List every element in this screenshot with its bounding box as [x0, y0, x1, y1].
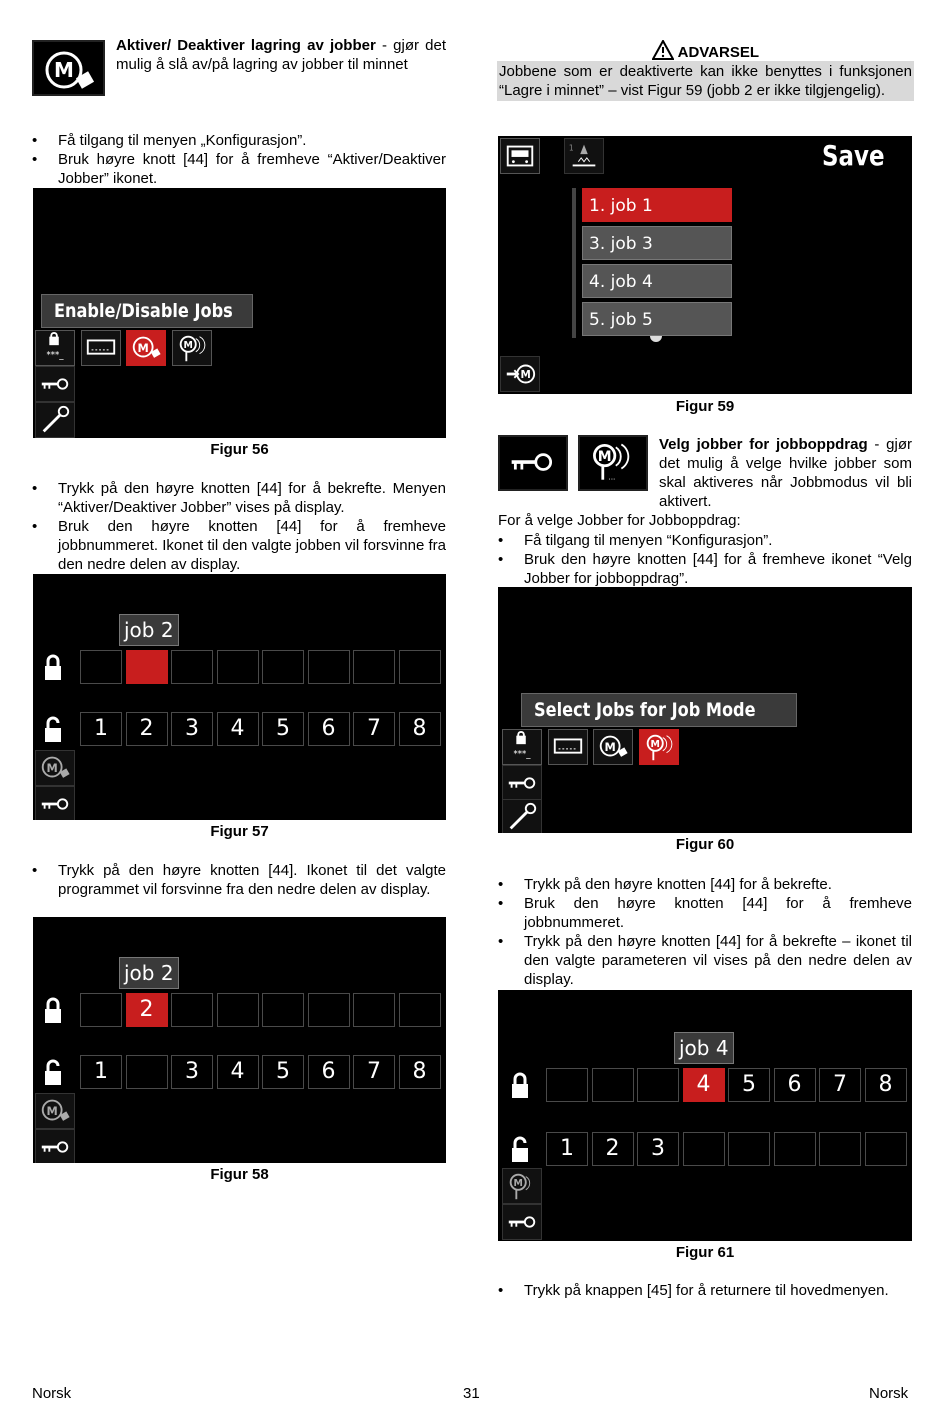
- figure-57-caption: Figur 57: [210, 823, 269, 840]
- enable-disable-jobs-icon: [126, 330, 166, 366]
- intro-paragraph: [116, 36, 446, 74]
- select-jobs-icon: [639, 729, 679, 765]
- job-number-cell[interactable]: 3: [171, 1055, 213, 1089]
- page-number: 31: [463, 1385, 480, 1402]
- list-scrollbar: [572, 188, 576, 338]
- job-number-cell[interactable]: 2: [126, 712, 168, 746]
- enable-disable-jobs-icon: [35, 1093, 75, 1129]
- job-number-cell[interactable]: [819, 1132, 861, 1166]
- job-number-cell[interactable]: 4: [217, 712, 259, 746]
- job-slot-cell[interactable]: [308, 993, 350, 1027]
- figure-61-caption: Figur 61: [675, 1244, 735, 1261]
- job-number-cell[interactable]: 8: [399, 712, 441, 746]
- display-icon: [81, 330, 121, 366]
- job-number-cell[interactable]: [865, 1132, 907, 1166]
- warning-text: Jobbene som er deaktiverte kan ikke benyttes i funksjonen “Lagre i minnet” – vist Figur 59 (jobb 2 er ikke tilgjengelig).: [499, 63, 912, 99]
- svg-text:M: M: [183, 340, 193, 351]
- job-number-cell[interactable]: 2: [592, 1132, 634, 1166]
- job-number-cell[interactable]: [546, 1068, 588, 1102]
- svg-text:M: M: [137, 340, 149, 355]
- svg-text:M: M: [650, 739, 660, 750]
- job-slot-cell[interactable]: [399, 993, 441, 1027]
- job-list-item[interactable]: 4. job 4: [582, 264, 732, 298]
- job-label: job 4: [674, 1032, 734, 1064]
- unlock-icon: [33, 712, 73, 748]
- bullet-list-2: [32, 479, 446, 574]
- figure-61-screen: [498, 990, 912, 1241]
- lock-icon: [500, 1068, 540, 1104]
- job-slot-cell[interactable]: [308, 650, 350, 684]
- list-item: • Trykk på den høyre knotten [44]. Ikonet til det valgte programmet vil forsvinne fra den nedre delen av display.: [32, 861, 446, 899]
- figure-56-caption: Figur 56: [210, 441, 269, 458]
- job-number-cell[interactable]: [592, 1068, 634, 1102]
- job-list-item[interactable]: 1. job 1: [582, 188, 732, 222]
- unlock-icon: [33, 1055, 73, 1091]
- job-number-cell[interactable]: 6: [774, 1068, 816, 1102]
- memory-lock-icon: [32, 40, 105, 96]
- list-item: • Trykk på den høyre knotten [44] for å bekrefte – ikonet til den valgte parameteren vil vises på den nedre delen av display.: [498, 932, 912, 989]
- svg-text:M: M: [46, 760, 58, 775]
- list-item: • Trykk på den høyre knotten [44] for å bekrefte.: [498, 875, 912, 894]
- lock-icon: [33, 993, 73, 1029]
- corner-number: 1: [568, 143, 574, 153]
- warning-title: ADVARSEL: [677, 44, 760, 61]
- select-jobs-icon: [172, 330, 212, 366]
- list-item: • Bruk høyre knott [44] for å fremheve “Aktiver/Deaktiver Jobber” ikonet.: [32, 150, 446, 188]
- password-icon: [502, 729, 542, 765]
- svg-text:***_: ***_: [46, 350, 64, 361]
- job-number-cell[interactable]: 1: [546, 1132, 588, 1166]
- svg-text:M: M: [604, 739, 616, 754]
- intro-title: Aktiver/ Deaktiver lagring av jobber: [116, 37, 376, 54]
- list-item: • Få tilgang til menyen „Konfigurasjon”.: [32, 131, 446, 150]
- select-jobs-icon: [502, 1168, 542, 1204]
- bullet-list-5: [498, 875, 912, 989]
- select-jobs-text: - gjør det mulig å velge hvilke jobber som skal aktiveres når Jobbmodus vil bli aktivert.: [659, 436, 912, 510]
- list-item: • Trykk på den høyre knotten [44] for å bekrefte. Menyen “Aktiver/Deaktiver Jobber” vises på display.: [32, 479, 446, 517]
- job-slot-cell[interactable]: [353, 650, 395, 684]
- job-number-cell[interactable]: 8: [865, 1068, 907, 1102]
- svg-text:M: M: [597, 449, 612, 466]
- menu-title: Enable/Disable Jobs: [41, 294, 253, 328]
- job-number-cell[interactable]: 3: [637, 1132, 679, 1166]
- key-icon: [35, 1129, 75, 1163]
- figure-58-screen: [33, 917, 446, 1163]
- job-number-cell[interactable]: 4: [683, 1068, 725, 1102]
- job-number-cell[interactable]: 6: [308, 1055, 350, 1089]
- svg-text:...: ...: [608, 472, 616, 482]
- select-jobs-title: Velg jobber for jobboppdrag: [659, 436, 868, 453]
- job-label: job 2: [119, 614, 179, 646]
- svg-text:***_: ***_: [513, 749, 531, 760]
- figure-57-screen: [33, 574, 446, 820]
- menu-title: Select Jobs for Job Mode: [521, 693, 797, 727]
- key-icon: [502, 765, 542, 801]
- figure-59-screen: [498, 136, 912, 394]
- job-number-cell[interactable]: 5: [728, 1068, 770, 1102]
- list-item: • Trykk på knappen [45] for å returnere til hovedmenyen.: [498, 1281, 912, 1300]
- job-slot-cell[interactable]: [353, 993, 395, 1027]
- enable-disable-jobs-icon: [35, 750, 75, 786]
- key-icon: [502, 1204, 542, 1240]
- bullet-list-4: [498, 531, 912, 588]
- job-number-cell[interactable]: 5: [262, 712, 304, 746]
- select-jobs-paragraph: [659, 435, 912, 511]
- job-list-item[interactable]: 3. job 3: [582, 226, 732, 260]
- job-number-cell[interactable]: [683, 1132, 725, 1166]
- job-number-cell[interactable]: 6: [308, 712, 350, 746]
- job-number-cell[interactable]: [126, 1055, 168, 1089]
- job-slot-cell[interactable]: [217, 993, 259, 1027]
- job-number-cell[interactable]: 1: [80, 1055, 122, 1089]
- list-item: • Få tilgang til menyen “Konfigurasjon”.: [498, 531, 912, 550]
- job-number-cell[interactable]: 8: [399, 1055, 441, 1089]
- wrench-icon: [35, 402, 75, 438]
- figure-60-caption: Figur 60: [675, 836, 735, 853]
- job-number-cell[interactable]: 7: [819, 1068, 861, 1102]
- key-icon: [498, 435, 568, 491]
- list-more-indicator: [650, 336, 662, 342]
- job-slot-cell[interactable]: [126, 650, 168, 684]
- memory-save-icon: [500, 356, 540, 392]
- job-slot-cell[interactable]: [80, 650, 122, 684]
- list-item: • Bruk den høyre knotten [44] for å fremheve ikonet “Velg Jobber for jobboppdrag”.: [498, 550, 912, 588]
- figure-60-screen: [498, 587, 912, 833]
- footer-language-right: Norsk: [869, 1385, 909, 1402]
- lock-icon: [33, 650, 73, 686]
- footer-language-left: Norsk: [32, 1385, 72, 1402]
- job-label: job 2: [119, 957, 179, 989]
- intro-text: - gjør det mulig å slå av/på lagring av jobber til minnet: [116, 37, 446, 73]
- job-slot-cell[interactable]: [262, 650, 304, 684]
- job-number-cell[interactable]: 4: [217, 1055, 259, 1089]
- job-slot-cell[interactable]: [217, 650, 259, 684]
- job-slot-cell[interactable]: 2: [126, 993, 168, 1027]
- job-number-cell[interactable]: 1: [80, 712, 122, 746]
- select-jobs-icon: [578, 435, 648, 491]
- svg-text:M: M: [46, 1103, 58, 1118]
- job-slot-cell[interactable]: [399, 650, 441, 684]
- wrench-icon: [502, 799, 542, 833]
- job-list-item[interactable]: 5. job 5: [582, 302, 732, 336]
- job-slot-cell[interactable]: [80, 993, 122, 1027]
- save-label: Save: [822, 139, 885, 172]
- job-number-cell[interactable]: [774, 1132, 816, 1166]
- job-number-cell[interactable]: [637, 1068, 679, 1102]
- figure-58-caption: Figur 58: [210, 1166, 269, 1183]
- bullet-list-3: [32, 861, 446, 899]
- list-item: • Bruk den høyre knotten [44] for å fremheve jobbnummeret.: [498, 894, 912, 932]
- job-slot-cell[interactable]: [262, 993, 304, 1027]
- figure-56-screen: [33, 188, 446, 438]
- key-icon: [35, 366, 75, 402]
- welding-icon: [564, 138, 604, 174]
- select-jobs-lead: For å velge Jobber for Jobboppdrag:: [498, 512, 741, 529]
- job-number-cell[interactable]: 5: [262, 1055, 304, 1089]
- figure-59-caption: Figur 59: [675, 398, 735, 415]
- machine-icon: [500, 138, 540, 174]
- job-slot-cell[interactable]: [171, 650, 213, 684]
- job-number-cell[interactable]: 7: [353, 1055, 395, 1089]
- svg-text:M: M: [513, 1178, 523, 1189]
- key-icon: [35, 786, 75, 820]
- svg-text:M: M: [520, 368, 531, 381]
- job-number-cell[interactable]: [728, 1132, 770, 1166]
- list-item: • Bruk den høyre knotten [44] for å fremheve jobbnummeret. Ikonet til den valgte jobben vil forsvinne fra den nedre delen av display.: [32, 517, 446, 574]
- display-icon: [548, 729, 588, 765]
- job-slot-cell[interactable]: [171, 993, 213, 1027]
- job-number-cell[interactable]: 7: [353, 712, 395, 746]
- unlock-icon: [500, 1132, 540, 1168]
- bullet-list-6: [498, 1281, 912, 1300]
- job-number-cell[interactable]: 3: [171, 712, 213, 746]
- password-icon: [35, 330, 75, 366]
- enable-disable-jobs-icon: [593, 729, 633, 765]
- svg-text:M: M: [54, 58, 74, 82]
- bullet-list-1: [32, 131, 446, 188]
